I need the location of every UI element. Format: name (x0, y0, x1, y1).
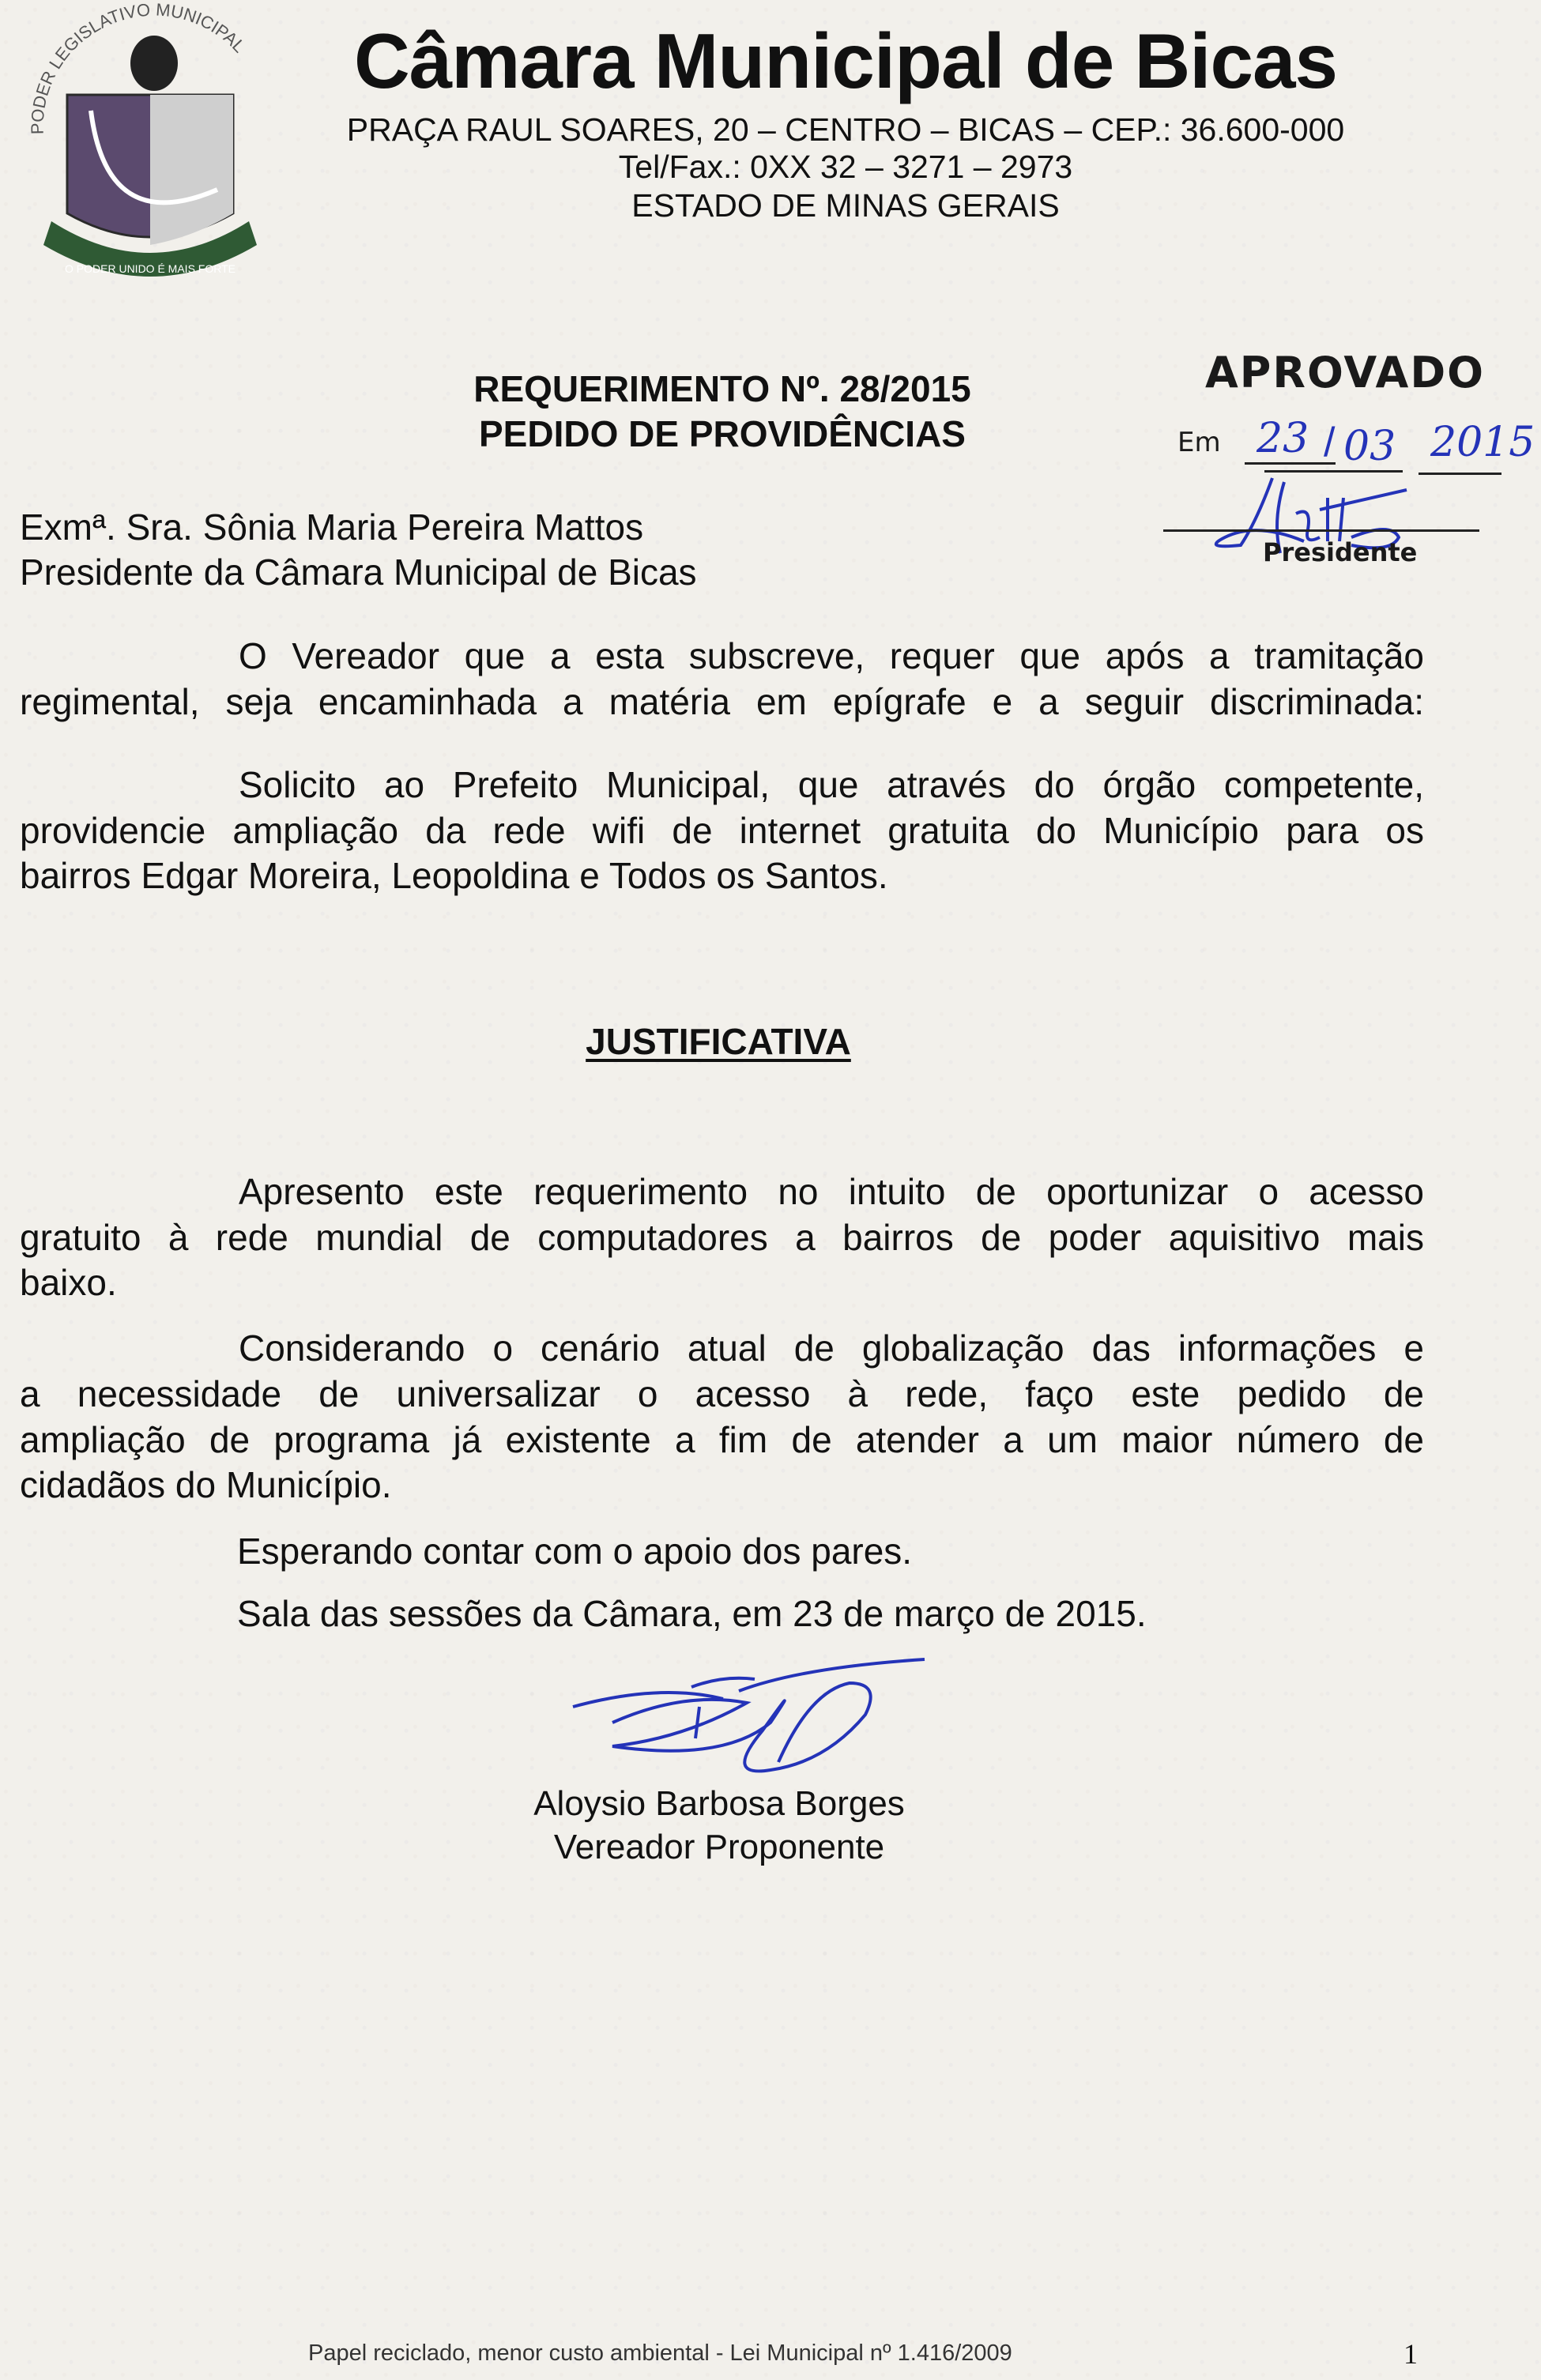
stamp-day: 23 (1257, 415, 1309, 462)
justification-line: cidadãos do Município. (20, 1464, 392, 1505)
stamp-status: APROVADO (1205, 348, 1486, 397)
intro-line: regimental, seja encaminhada a matéria em epígrafe e a seguir discriminada: (20, 681, 1424, 722)
signer-role: Vereador Proponente (553, 1828, 885, 1866)
approval-stamp: APROVADO Em 23 / 03 2015 Presidente (1162, 340, 1541, 577)
justification-line: Considerando o cenário atual de globalização das informações e (239, 1327, 1424, 1369)
state: ESTADO DE MINAS GERAIS (631, 187, 1060, 224)
stamp-date-label: Em (1177, 427, 1221, 458)
page-number: 1 (1403, 2338, 1418, 2370)
address: PRAÇA RAUL SOARES, 20 – CENTRO – BICAS – CEP.: 36.600-000 (346, 111, 1345, 148)
stamp-month: 03 (1343, 423, 1396, 470)
document-subject: PEDIDO DE PROVIDÊNCIAS (479, 413, 966, 454)
institution-title: Câmara Municipal de Bicas (353, 17, 1338, 104)
justification-line: ampliação de programa já existente a fim de atender a um maior número de (20, 1419, 1424, 1460)
closing: Esperando contar com o apoio dos pares. (237, 1531, 913, 1572)
stamp-signer-role: Presidente (1263, 537, 1418, 567)
justification-line: gratuito à rede mundial de computadores a bairros de poder aquisitivo mais (20, 1217, 1424, 1258)
svg-text:O PODER UNIDO É MAIS FORTE: O PODER UNIDO É MAIS FORTE (65, 262, 235, 275)
justification-heading: JUSTIFICATIVA (586, 1021, 851, 1062)
recipient-name: Exmª. Sra. Sônia Maria Pereira Mattos (20, 507, 644, 548)
svg-text:PODER LEGISLATIVO MUNICIPAL: PODER LEGISLATIVO MUNICIPAL (27, 0, 250, 135)
intro-line: O Vereador que a esta subscreve, requer que após a tramitação (239, 635, 1424, 676)
request-line: providencie ampliação da rede wifi de internet gratuita do Município para os (20, 810, 1424, 851)
stamp-year: 2015 (1430, 419, 1535, 466)
signer-name: Aloysio Barbosa Borges (533, 1784, 905, 1823)
justification-line: Apresento este requerimento no intuito de oportunizar o acesso (239, 1171, 1424, 1212)
justification-line: baixo. (20, 1262, 117, 1303)
request-line: Solicito ao Prefeito Municipal, que através do órgão competente, (239, 764, 1424, 805)
recipient-title: Presidente da Câmara Municipal de Bicas (20, 552, 697, 593)
footer-note: Papel reciclado, menor custo ambiental - Lei Municipal nº 1.416/2009 (308, 2340, 1012, 2366)
councilor-signature (565, 1651, 936, 1790)
request-line: bairros Edgar Moreira, Leopoldina e Todos os Santos. (20, 855, 888, 896)
place-date: Sala das sessões da Câmara, em 23 de março de 2015. (237, 1593, 1147, 1634)
document-number: REQUERIMENTO Nº. 28/2015 (473, 368, 971, 409)
phone: Tel/Fax.: 0XX 32 – 3271 – 2973 (618, 149, 1073, 185)
justification-line: a necessidade de universalizar o acesso à rede, faço este pedido de (20, 1373, 1424, 1414)
